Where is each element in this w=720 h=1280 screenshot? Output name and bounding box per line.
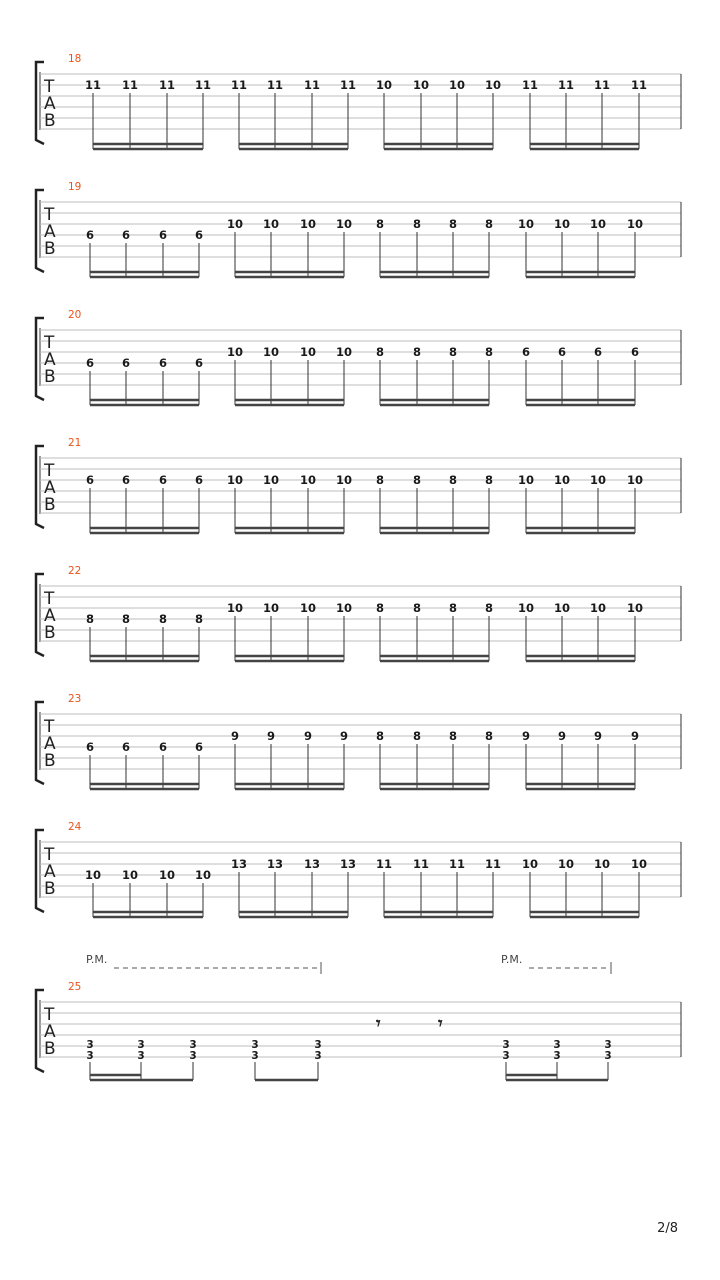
fret-number: 3 [502,1050,510,1062]
fret-number: 10 [517,601,535,615]
fret-number: 8 [412,729,422,743]
fret-number: 10 [262,473,280,487]
fret-number: 8 [375,601,385,615]
fret-number: 10 [262,217,280,231]
fret-number: 3 [314,1039,322,1051]
fret-number: 8 [448,729,458,743]
measure-number: 21 [68,437,82,449]
tab-clef-letter: A [44,478,56,498]
tab-clef-letter: T [44,717,55,737]
fret-number: 10 [262,601,280,615]
fret-number: 8 [412,473,422,487]
fret-number: 10 [226,601,244,615]
fret-number: 10 [299,217,317,231]
fret-number: 8 [121,612,131,626]
tab-clef-letter: B [44,367,56,387]
fret-number: 8 [448,345,458,359]
fret-number: 3 [502,1039,510,1051]
fret-number: 11 [375,857,393,871]
fret-number: 6 [121,356,131,370]
fret-number: 11 [448,857,466,871]
fret-number: 10 [335,473,353,487]
fret-number: 10 [630,857,648,871]
fret-number: 10 [553,217,571,231]
fret-number: 6 [85,228,95,242]
fret-number: 8 [85,612,95,626]
fret-number: 8 [484,729,494,743]
fret-number: 10 [375,78,393,92]
fret-number: 6 [194,228,204,242]
fret-number: 11 [521,78,539,92]
fret-number: 8 [448,601,458,615]
fret-number: 11 [84,78,102,92]
tab-clef-letter: T [44,77,55,97]
fret-number: 11 [339,78,357,92]
palm-mute-label: P.M. [86,953,108,966]
fret-number: 6 [121,740,131,754]
fret-number: 10 [226,473,244,487]
fret-number: 6 [521,345,531,359]
fret-number: 11 [593,78,611,92]
fret-number: 6 [194,740,204,754]
fret-number: 10 [262,345,280,359]
fret-number: 8 [484,217,494,231]
fret-number: 11 [484,857,502,871]
fret-number: 6 [194,356,204,370]
fret-number: 9 [630,729,640,743]
fret-number: 8 [375,345,385,359]
fret-number: 10 [517,217,535,231]
fret-number: 8 [158,612,168,626]
fret-number: 10 [158,868,176,882]
eighth-rest-icon: 𝄾 [376,1014,381,1034]
eighth-rest-icon: 𝄾 [438,1014,443,1034]
fret-number: 3 [553,1039,561,1051]
tab-clef-letter: A [44,222,56,242]
fret-number: 6 [121,228,131,242]
tab-clef-letter: A [44,606,56,626]
fret-number: 3 [189,1039,197,1051]
tab-clef-letter: A [44,94,56,114]
fret-number: 10 [226,217,244,231]
fret-number: 10 [299,473,317,487]
fret-number: 6 [557,345,567,359]
tab-clef-letter: A [44,1022,56,1042]
fret-number: 3 [604,1050,612,1062]
fret-number: 10 [626,217,644,231]
fret-number: 10 [412,78,430,92]
fret-number: 8 [484,601,494,615]
fret-number: 11 [194,78,212,92]
fret-number: 10 [121,868,139,882]
fret-number: 9 [266,729,276,743]
fret-number: 11 [266,78,284,92]
fret-number: 10 [593,857,611,871]
tab-clef-letter: B [44,1039,56,1059]
fret-number: 10 [335,217,353,231]
fret-number: 10 [553,473,571,487]
tab-clef-letter: T [44,1005,55,1025]
fret-number: 13 [230,857,248,871]
fret-number: 10 [589,217,607,231]
fret-number: 8 [375,473,385,487]
fret-number: 10 [194,868,212,882]
fret-number: 10 [553,601,571,615]
fret-number: 3 [604,1039,612,1051]
tab-clef-letter: T [44,205,55,225]
measure-number: 18 [68,53,82,65]
fret-number: 10 [335,345,353,359]
fret-number: 6 [194,473,204,487]
fret-number: 3 [86,1039,94,1051]
page-number: 2/8 [657,1221,678,1236]
measure-number: 19 [68,181,82,193]
fret-number: 9 [339,729,349,743]
measure-number: 23 [68,693,82,705]
fret-number: 10 [626,473,644,487]
fret-number: 3 [137,1039,145,1051]
fret-number: 11 [158,78,176,92]
fret-number: 6 [158,740,168,754]
fret-number: 8 [448,217,458,231]
fret-number: 6 [593,345,603,359]
fret-number: 10 [299,345,317,359]
fret-number: 8 [484,473,494,487]
measure-number: 20 [68,309,82,321]
fret-number: 9 [230,729,240,743]
tab-clef-letter: T [44,461,55,481]
measure-number: 24 [68,821,82,833]
tab-clef-letter: A [44,350,56,370]
fret-number: 8 [448,473,458,487]
fret-number: 3 [553,1050,561,1062]
fret-number: 8 [375,217,385,231]
fret-number: 8 [375,729,385,743]
fret-number: 13 [266,857,284,871]
fret-number: 3 [314,1050,322,1062]
tab-clef-letter: B [44,751,56,771]
fret-number: 8 [484,345,494,359]
tab-clef-letter: B [44,111,56,131]
fret-number: 6 [158,356,168,370]
fret-number: 3 [251,1039,259,1051]
fret-number: 9 [557,729,567,743]
fret-number: 10 [335,601,353,615]
fret-number: 3 [251,1050,259,1062]
fret-number: 10 [448,78,466,92]
tab-clef-letter: T [44,333,55,353]
fret-number: 10 [589,473,607,487]
fret-number: 10 [484,78,502,92]
tab-clef-letter: T [44,589,55,609]
fret-number: 8 [194,612,204,626]
fret-number: 9 [593,729,603,743]
fret-number: 10 [557,857,575,871]
fret-number: 8 [412,345,422,359]
fret-number: 6 [158,228,168,242]
fret-number: 11 [412,857,430,871]
palm-mute-label: P.M. [501,953,523,966]
tab-clef-letter: A [44,862,56,882]
fret-number: 11 [121,78,139,92]
fret-number: 6 [85,356,95,370]
fret-number: 6 [158,473,168,487]
fret-number: 6 [630,345,640,359]
fret-number: 8 [412,601,422,615]
fret-number: 3 [189,1050,197,1062]
fret-number: 9 [521,729,531,743]
fret-number: 10 [226,345,244,359]
tab-clef-letter: A [44,734,56,754]
fret-number: 13 [339,857,357,871]
fret-number: 11 [303,78,321,92]
fret-number: 6 [121,473,131,487]
tab-clef-letter: B [44,239,56,259]
fret-number: 6 [85,740,95,754]
fret-number: 8 [412,217,422,231]
fret-number: 10 [521,857,539,871]
fret-number: 9 [303,729,313,743]
fret-number: 10 [517,473,535,487]
tab-clef-letter: B [44,879,56,899]
tab-clef-letter: T [44,845,55,865]
measure-number: 25 [68,981,82,993]
fret-number: 10 [589,601,607,615]
fret-number: 13 [303,857,321,871]
fret-number: 11 [557,78,575,92]
fret-number: 11 [630,78,648,92]
fret-number: 10 [299,601,317,615]
fret-number: 10 [626,601,644,615]
tab-clef-letter: B [44,495,56,515]
fret-number: 10 [84,868,102,882]
fret-number: 6 [85,473,95,487]
measure-number: 22 [68,565,82,577]
fret-number: 3 [86,1050,94,1062]
tab-clef-letter: B [44,623,56,643]
fret-number: 11 [230,78,248,92]
fret-number: 3 [137,1050,145,1062]
